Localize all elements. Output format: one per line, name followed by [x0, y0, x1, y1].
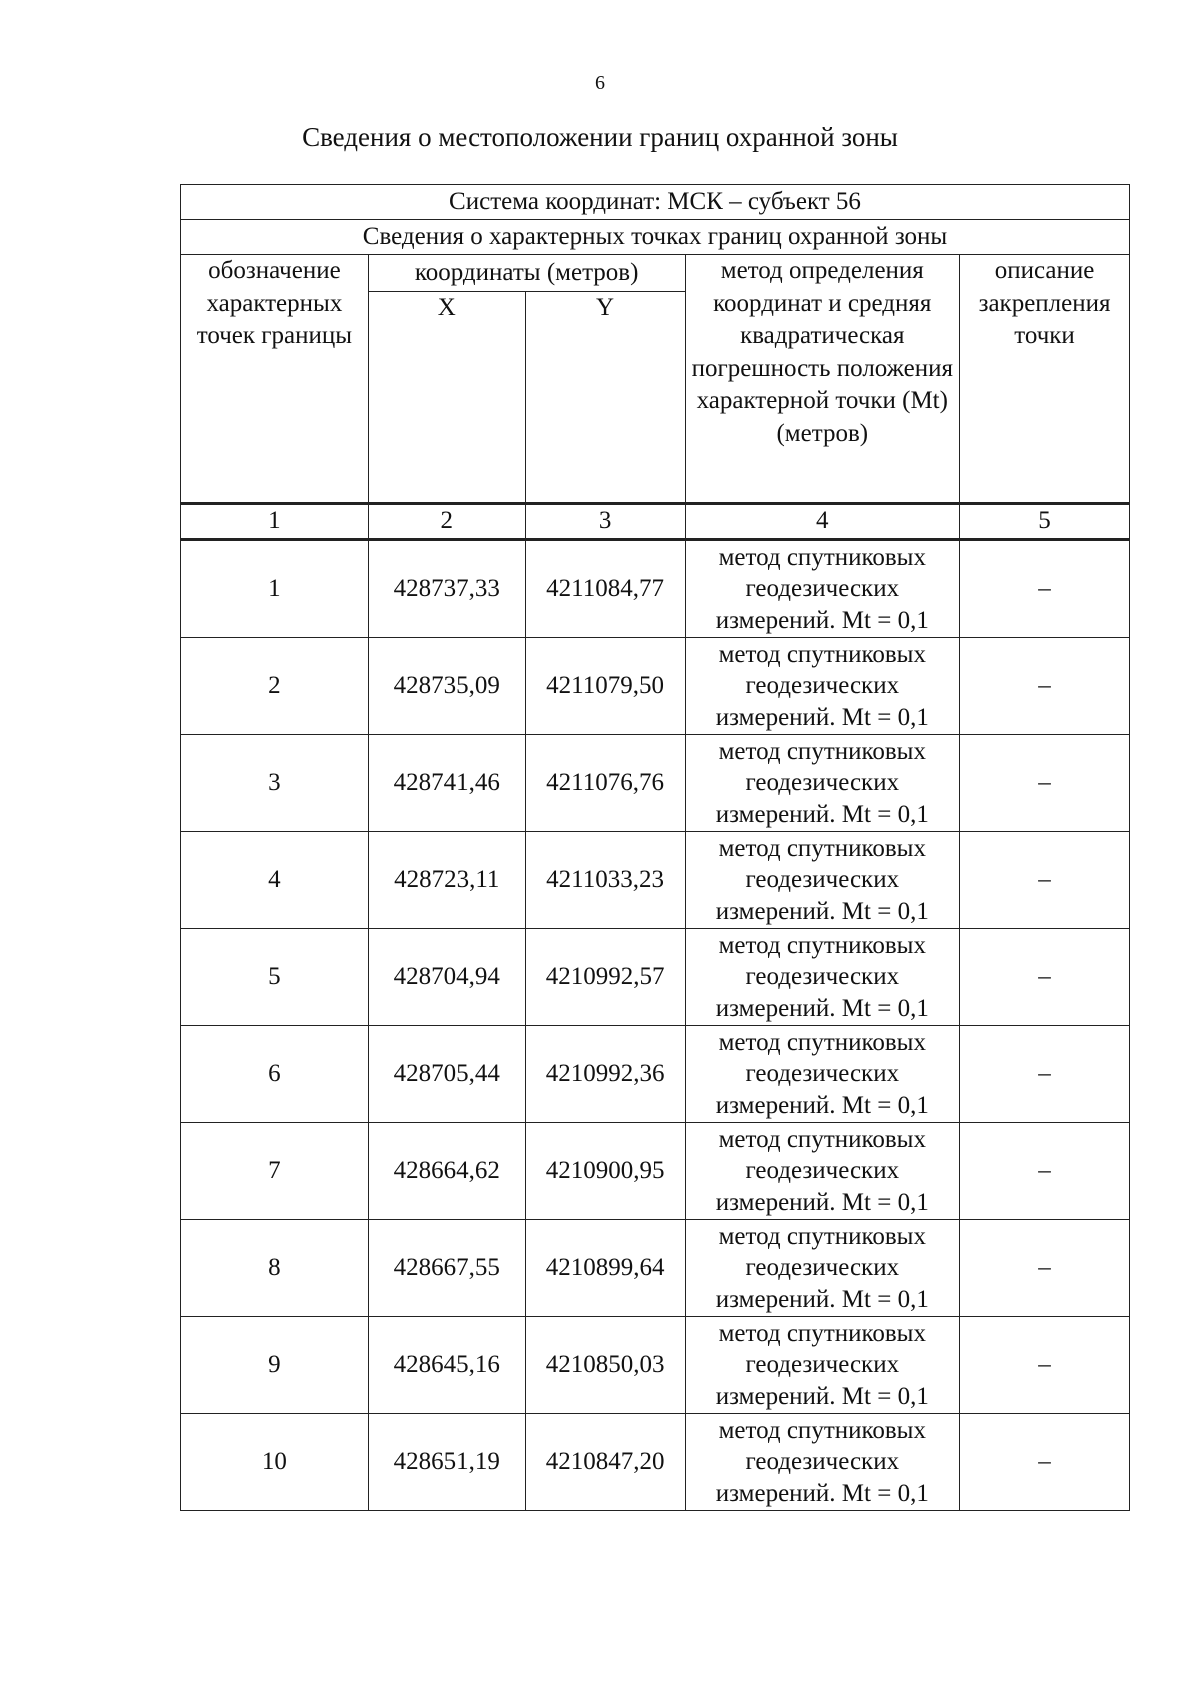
point-cell: 8	[181, 1220, 369, 1317]
description-cell: –	[960, 735, 1130, 832]
y-coordinate-cell: 4211084,77	[525, 540, 685, 638]
point-cell: 7	[181, 1123, 369, 1220]
y-coordinate-cell: 4210899,64	[525, 1220, 685, 1317]
x-coordinate-cell: 428651,19	[368, 1414, 525, 1511]
table-row	[181, 1317, 1130, 1414]
column-number: 3	[525, 504, 685, 540]
column-number: 4	[685, 504, 960, 540]
subtitle-row	[181, 220, 1130, 255]
x-coordinate-cell: 428704,94	[368, 929, 525, 1026]
table-row	[181, 638, 1130, 735]
description-cell: –	[960, 1220, 1130, 1317]
table-row	[181, 929, 1130, 1026]
point-cell: 1	[181, 540, 369, 638]
table-row	[181, 1026, 1130, 1123]
boundary-points-table	[180, 184, 1130, 1511]
y-coordinate-cell: 4210992,57	[525, 929, 685, 1026]
method-cell: метод спутниковых геодезических измерений. Mt = 0,1	[685, 1026, 960, 1123]
x-coordinate-cell: 428723,11	[368, 832, 525, 929]
description-cell: –	[960, 1123, 1130, 1220]
method-cell: метод спутниковых геодезических измерений. Mt = 0,1	[685, 1220, 960, 1317]
method-cell: метод спутниковых геодезических измерений. Mt = 0,1	[685, 832, 960, 929]
description-cell: –	[960, 638, 1130, 735]
page-number: 6	[595, 72, 605, 94]
method-cell: метод спутниковых геодезических измерений. Mt = 0,1	[685, 735, 960, 832]
x-coordinate-cell: 428705,44	[368, 1026, 525, 1123]
description-cell: –	[960, 1414, 1130, 1511]
description-cell: –	[960, 832, 1130, 929]
header-coordinates: координаты (метров)	[368, 255, 685, 292]
point-cell: 5	[181, 929, 369, 1026]
x-coordinate-cell: 428645,16	[368, 1317, 525, 1414]
x-coordinate-cell: 428664,62	[368, 1123, 525, 1220]
description-cell: –	[960, 540, 1130, 638]
method-cell: метод спутниковых геодезических измерений. Mt = 0,1	[685, 540, 960, 638]
method-cell: метод спутниковых геодезических измерений. Mt = 0,1	[685, 929, 960, 1026]
document-title: Сведения о местоположении границ охранной зоны	[302, 122, 898, 152]
table-row	[181, 832, 1130, 929]
y-coordinate-cell: 4210992,36	[525, 1026, 685, 1123]
table-row	[181, 1414, 1130, 1511]
column-number: 1	[181, 504, 369, 540]
method-cell: метод спутниковых геодезических измерений. Mt = 0,1	[685, 1414, 960, 1511]
table-row	[181, 540, 1130, 638]
x-coordinate-cell: 428741,46	[368, 735, 525, 832]
y-coordinate-cell: 4210847,20	[525, 1414, 685, 1511]
point-cell: 2	[181, 638, 369, 735]
coord-system-row	[181, 185, 1130, 220]
column-number: 5	[960, 504, 1130, 540]
header-x: X	[368, 292, 525, 504]
method-cell: метод спутниковых геодезических измерений. Mt = 0,1	[685, 1317, 960, 1414]
method-cell: метод спутниковых геодезических измерений. Mt = 0,1	[685, 638, 960, 735]
header-description: описание закрепления точки	[960, 255, 1130, 504]
y-coordinate-cell: 4211076,76	[525, 735, 685, 832]
y-coordinate-cell: 4211079,50	[525, 638, 685, 735]
table-row	[181, 735, 1130, 832]
table-subtitle-cell: Сведения о характерных точках границ охранной зоны	[181, 220, 1130, 255]
point-cell: 6	[181, 1026, 369, 1123]
table-row	[181, 1123, 1130, 1220]
point-cell: 9	[181, 1317, 369, 1414]
y-coordinate-cell: 4211033,23	[525, 832, 685, 929]
description-cell: –	[960, 1317, 1130, 1414]
column-number-row	[181, 504, 1130, 540]
y-coordinate-cell: 4210850,03	[525, 1317, 685, 1414]
column-number: 2	[368, 504, 525, 540]
header-designation: обозначение характерных точек границы	[181, 255, 369, 504]
coord-system-cell: Система координат: МСК – субъект 56	[181, 185, 1130, 220]
table-row	[181, 1220, 1130, 1317]
x-coordinate-cell: 428667,55	[368, 1220, 525, 1317]
description-cell: –	[960, 1026, 1130, 1123]
header-method: метод определения координат и средняя квадратическая погрешность положения характерной точки (Mt) (метров)	[685, 255, 960, 504]
point-cell: 10	[181, 1414, 369, 1511]
description-cell: –	[960, 929, 1130, 1026]
x-coordinate-cell: 428737,33	[368, 540, 525, 638]
x-coordinate-cell: 428735,09	[368, 638, 525, 735]
header-y: Y	[525, 292, 685, 504]
method-cell: метод спутниковых геодезических измерений. Mt = 0,1	[685, 1123, 960, 1220]
table-body	[181, 185, 1130, 1511]
header-row	[181, 255, 1130, 292]
point-cell: 4	[181, 832, 369, 929]
point-cell: 3	[181, 735, 369, 832]
y-coordinate-cell: 4210900,95	[525, 1123, 685, 1220]
